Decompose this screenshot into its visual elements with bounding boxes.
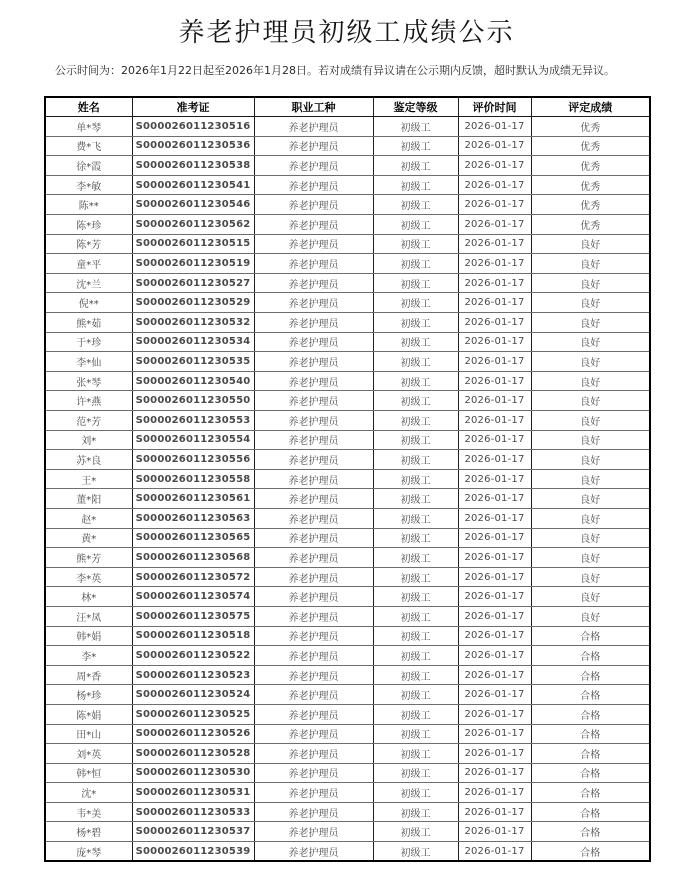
cell-level: 初级工: [373, 450, 458, 470]
table-row: [45, 763, 650, 783]
table-row: [45, 175, 650, 195]
cell-eval-date: 2026-01-17: [458, 293, 531, 313]
cell-eval-date: 2026-01-17: [458, 763, 531, 783]
table-row: [45, 704, 650, 724]
cell-name: 于*珍: [45, 332, 132, 352]
notice-text: 公示时间为：2026年1月22日起至2026年1月28日。若对成绩有异议请在公示期内反馈，超时默认为成绩无异议。: [55, 64, 615, 77]
cell-level: 初级工: [373, 371, 458, 391]
cell-exam-id: S000026011230536: [132, 136, 254, 156]
cell-exam-id: S000026011230556: [132, 450, 254, 470]
cell-grade: 良好: [531, 489, 650, 509]
cell-occupation: 养老护理员: [254, 744, 373, 764]
table-row: [45, 724, 650, 744]
cell-exam-id: S000026011230558: [132, 469, 254, 489]
cell-name: 周*香: [45, 665, 132, 685]
cell-occupation: 养老护理员: [254, 685, 373, 705]
cell-occupation: 养老护理员: [254, 724, 373, 744]
cell-name: 李*英: [45, 567, 132, 587]
cell-name: 汪*凤: [45, 606, 132, 626]
cell-occupation: 养老护理员: [254, 352, 373, 372]
cell-occupation: 养老护理员: [254, 508, 373, 528]
cell-occupation: 养老护理员: [254, 156, 373, 176]
cell-name: 徐*霞: [45, 156, 132, 176]
cell-eval-date: 2026-01-17: [458, 273, 531, 293]
cell-eval-date: 2026-01-17: [458, 313, 531, 333]
table-row: [45, 293, 650, 313]
cell-occupation: 养老护理员: [254, 234, 373, 254]
table-body: [45, 117, 650, 862]
cell-eval-date: 2026-01-17: [458, 842, 531, 862]
cell-eval-date: 2026-01-17: [458, 371, 531, 391]
cell-name: 熊*芳: [45, 548, 132, 568]
cell-name: 童*平: [45, 254, 132, 274]
cell-name: 沈*: [45, 783, 132, 803]
cell-name: 杨*珍: [45, 685, 132, 705]
cell-grade: 良好: [531, 528, 650, 548]
column-header: 准考证: [132, 97, 254, 117]
cell-name: 陈*芳: [45, 234, 132, 254]
cell-level: 初级工: [373, 254, 458, 274]
cell-exam-id: S000026011230562: [132, 215, 254, 235]
cell-occupation: 养老护理员: [254, 489, 373, 509]
cell-exam-id: S000026011230538: [132, 156, 254, 176]
cell-grade: 良好: [531, 371, 650, 391]
cell-exam-id: S000026011230522: [132, 646, 254, 666]
table-row: [45, 411, 650, 431]
table-row: [45, 215, 650, 235]
cell-exam-id: S000026011230518: [132, 626, 254, 646]
table-row: [45, 273, 650, 293]
cell-exam-id: S000026011230532: [132, 313, 254, 333]
cell-grade: 优秀: [531, 156, 650, 176]
cell-level: 初级工: [373, 469, 458, 489]
cell-exam-id: S000026011230516: [132, 117, 254, 137]
cell-grade: 合格: [531, 724, 650, 744]
table-row: [45, 528, 650, 548]
table-row: [45, 665, 650, 685]
cell-eval-date: 2026-01-17: [458, 391, 531, 411]
cell-grade: 合格: [531, 665, 650, 685]
cell-level: 初级工: [373, 391, 458, 411]
cell-level: 初级工: [373, 430, 458, 450]
cell-level: 初级工: [373, 724, 458, 744]
cell-level: 初级工: [373, 117, 458, 137]
cell-eval-date: 2026-01-17: [458, 195, 531, 215]
cell-name: 李*仙: [45, 352, 132, 372]
cell-grade: 优秀: [531, 136, 650, 156]
cell-exam-id: S000026011230541: [132, 175, 254, 195]
cell-eval-date: 2026-01-17: [458, 744, 531, 764]
cell-grade: 合格: [531, 783, 650, 803]
cell-name: 庞*琴: [45, 842, 132, 862]
table-row: [45, 156, 650, 176]
cell-grade: 良好: [531, 587, 650, 607]
cell-grade: 良好: [531, 411, 650, 431]
cell-occupation: 养老护理员: [254, 567, 373, 587]
cell-exam-id: S000026011230546: [132, 195, 254, 215]
cell-exam-id: S000026011230568: [132, 548, 254, 568]
cell-grade: 合格: [531, 626, 650, 646]
cell-level: 初级工: [373, 215, 458, 235]
cell-name: 李*: [45, 646, 132, 666]
cell-level: 初级工: [373, 685, 458, 705]
cell-occupation: 养老护理员: [254, 273, 373, 293]
cell-grade: 优秀: [531, 195, 650, 215]
cell-name: 黄*: [45, 528, 132, 548]
cell-level: 初级工: [373, 704, 458, 724]
cell-occupation: 养老护理员: [254, 313, 373, 333]
cell-occupation: 养老护理员: [254, 783, 373, 803]
cell-eval-date: 2026-01-17: [458, 508, 531, 528]
cell-eval-date: 2026-01-17: [458, 783, 531, 803]
cell-eval-date: 2026-01-17: [458, 606, 531, 626]
cell-occupation: 养老护理员: [254, 528, 373, 548]
cell-exam-id: S000026011230539: [132, 842, 254, 862]
cell-exam-id: S000026011230575: [132, 606, 254, 626]
cell-name: 刘*英: [45, 744, 132, 764]
table-row: [45, 822, 650, 842]
cell-occupation: 养老护理员: [254, 548, 373, 568]
cell-occupation: 养老护理员: [254, 587, 373, 607]
table-row: [45, 313, 650, 333]
table-row: [45, 567, 650, 587]
cell-eval-date: 2026-01-17: [458, 724, 531, 744]
cell-name: 韩*恒: [45, 763, 132, 783]
cell-exam-id: S000026011230515: [132, 234, 254, 254]
cell-occupation: 养老护理员: [254, 175, 373, 195]
cell-occupation: 养老护理员: [254, 391, 373, 411]
table-row: [45, 450, 650, 470]
cell-occupation: 养老护理员: [254, 626, 373, 646]
cell-level: 初级工: [373, 646, 458, 666]
cell-level: 初级工: [373, 136, 458, 156]
cell-occupation: 养老护理员: [254, 763, 373, 783]
cell-name: 刘*: [45, 430, 132, 450]
cell-eval-date: 2026-01-17: [458, 156, 531, 176]
cell-occupation: 养老护理员: [254, 371, 373, 391]
column-header: 鉴定等级: [373, 97, 458, 117]
cell-eval-date: 2026-01-17: [458, 802, 531, 822]
cell-name: 田*山: [45, 724, 132, 744]
cell-level: 初级工: [373, 195, 458, 215]
table-row: [45, 469, 650, 489]
cell-eval-date: 2026-01-17: [458, 332, 531, 352]
column-header: 评定成绩: [531, 97, 650, 117]
cell-exam-id: S000026011230563: [132, 508, 254, 528]
cell-eval-date: 2026-01-17: [458, 117, 531, 137]
results-table: [44, 96, 651, 862]
cell-level: 初级工: [373, 783, 458, 803]
cell-level: 初级工: [373, 842, 458, 862]
cell-level: 初级工: [373, 489, 458, 509]
table-row: [45, 332, 650, 352]
cell-exam-id: S000026011230531: [132, 783, 254, 803]
cell-occupation: 养老护理员: [254, 822, 373, 842]
cell-level: 初级工: [373, 567, 458, 587]
table-row: [45, 744, 650, 764]
cell-level: 初级工: [373, 626, 458, 646]
table-row: [45, 195, 650, 215]
cell-name: 韩*娟: [45, 626, 132, 646]
cell-occupation: 养老护理员: [254, 842, 373, 862]
cell-eval-date: 2026-01-17: [458, 136, 531, 156]
cell-grade: 良好: [531, 254, 650, 274]
cell-eval-date: 2026-01-17: [458, 646, 531, 666]
cell-name: 王*: [45, 469, 132, 489]
cell-name: 张*琴: [45, 371, 132, 391]
table-row: [45, 606, 650, 626]
cell-grade: 合格: [531, 842, 650, 862]
cell-name: 李*敏: [45, 175, 132, 195]
cell-occupation: 养老护理员: [254, 646, 373, 666]
cell-grade: 良好: [531, 332, 650, 352]
cell-occupation: 养老护理员: [254, 469, 373, 489]
cell-occupation: 养老护理员: [254, 136, 373, 156]
cell-level: 初级工: [373, 234, 458, 254]
table-row: [45, 117, 650, 137]
cell-eval-date: 2026-01-17: [458, 548, 531, 568]
cell-grade: 合格: [531, 763, 650, 783]
column-header: 姓名: [45, 97, 132, 117]
table-row: [45, 842, 650, 862]
cell-occupation: 养老护理员: [254, 802, 373, 822]
cell-grade: 良好: [531, 508, 650, 528]
table-row: [45, 587, 650, 607]
cell-exam-id: S000026011230526: [132, 724, 254, 744]
cell-exam-id: S000026011230528: [132, 744, 254, 764]
cell-eval-date: 2026-01-17: [458, 626, 531, 646]
column-header: 职业工种: [254, 97, 373, 117]
cell-name: 倪**: [45, 293, 132, 313]
table-row: [45, 352, 650, 372]
cell-occupation: 养老护理员: [254, 450, 373, 470]
table-row: [45, 646, 650, 666]
column-header: 评价时间: [458, 97, 531, 117]
cell-exam-id: S000026011230537: [132, 822, 254, 842]
cell-level: 初级工: [373, 411, 458, 431]
cell-level: 初级工: [373, 313, 458, 333]
cell-level: 初级工: [373, 606, 458, 626]
cell-exam-id: S000026011230519: [132, 254, 254, 274]
cell-name: 陈*珍: [45, 215, 132, 235]
cell-level: 初级工: [373, 332, 458, 352]
cell-occupation: 养老护理员: [254, 254, 373, 274]
cell-level: 初级工: [373, 508, 458, 528]
table-row: [45, 234, 650, 254]
cell-eval-date: 2026-01-17: [458, 175, 531, 195]
cell-exam-id: S000026011230523: [132, 665, 254, 685]
cell-exam-id: S000026011230565: [132, 528, 254, 548]
cell-level: 初级工: [373, 744, 458, 764]
cell-occupation: 养老护理员: [254, 195, 373, 215]
cell-occupation: 养老护理员: [254, 430, 373, 450]
cell-eval-date: 2026-01-17: [458, 685, 531, 705]
table-row: [45, 685, 650, 705]
cell-name: 苏*良: [45, 450, 132, 470]
cell-exam-id: S000026011230572: [132, 567, 254, 587]
header-row: [45, 97, 650, 117]
cell-grade: 良好: [531, 234, 650, 254]
cell-level: 初级工: [373, 528, 458, 548]
cell-name: 许*燕: [45, 391, 132, 411]
cell-occupation: 养老护理员: [254, 332, 373, 352]
cell-eval-date: 2026-01-17: [458, 411, 531, 431]
table-row: [45, 254, 650, 274]
cell-level: 初级工: [373, 175, 458, 195]
table-row: [45, 626, 650, 646]
table-header: [45, 97, 650, 117]
cell-eval-date: 2026-01-17: [458, 665, 531, 685]
cell-level: 初级工: [373, 802, 458, 822]
cell-exam-id: S000026011230527: [132, 273, 254, 293]
cell-exam-id: S000026011230530: [132, 763, 254, 783]
cell-level: 初级工: [373, 293, 458, 313]
cell-name: 董*阳: [45, 489, 132, 509]
cell-exam-id: S000026011230553: [132, 411, 254, 431]
cell-occupation: 养老护理员: [254, 117, 373, 137]
page-title: 养老护理员初级工成绩公示: [178, 18, 515, 48]
cell-grade: 良好: [531, 469, 650, 489]
cell-exam-id: S000026011230540: [132, 371, 254, 391]
cell-occupation: 养老护理员: [254, 411, 373, 431]
cell-grade: 合格: [531, 822, 650, 842]
cell-name: 杨*碧: [45, 822, 132, 842]
table-row: [45, 548, 650, 568]
cell-grade: 优秀: [531, 215, 650, 235]
cell-exam-id: S000026011230529: [132, 293, 254, 313]
cell-grade: 良好: [531, 352, 650, 372]
cell-exam-id: S000026011230534: [132, 332, 254, 352]
cell-eval-date: 2026-01-17: [458, 704, 531, 724]
cell-name: 沈*兰: [45, 273, 132, 293]
cell-eval-date: 2026-01-17: [458, 489, 531, 509]
cell-name: 范*芳: [45, 411, 132, 431]
cell-grade: 合格: [531, 704, 650, 724]
cell-name: 韦*美: [45, 802, 132, 822]
cell-exam-id: S000026011230550: [132, 391, 254, 411]
cell-eval-date: 2026-01-17: [458, 587, 531, 607]
cell-grade: 优秀: [531, 175, 650, 195]
table-row: [45, 136, 650, 156]
cell-grade: 良好: [531, 606, 650, 626]
cell-grade: 合格: [531, 646, 650, 666]
cell-eval-date: 2026-01-17: [458, 822, 531, 842]
table-row: [45, 489, 650, 509]
cell-level: 初级工: [373, 665, 458, 685]
cell-grade: 良好: [531, 430, 650, 450]
cell-exam-id: S000026011230525: [132, 704, 254, 724]
cell-grade: 优秀: [531, 117, 650, 137]
cell-eval-date: 2026-01-17: [458, 469, 531, 489]
table-row: [45, 802, 650, 822]
cell-eval-date: 2026-01-17: [458, 567, 531, 587]
cell-name: 陈**: [45, 195, 132, 215]
cell-grade: 良好: [531, 548, 650, 568]
cell-grade: 良好: [531, 273, 650, 293]
cell-level: 初级工: [373, 822, 458, 842]
cell-exam-id: S000026011230533: [132, 802, 254, 822]
cell-eval-date: 2026-01-17: [458, 450, 531, 470]
cell-occupation: 养老护理员: [254, 293, 373, 313]
cell-level: 初级工: [373, 548, 458, 568]
table-row: [45, 391, 650, 411]
table-row: [45, 783, 650, 803]
cell-grade: 良好: [531, 450, 650, 470]
cell-level: 初级工: [373, 352, 458, 372]
cell-exam-id: S000026011230524: [132, 685, 254, 705]
cell-grade: 良好: [531, 313, 650, 333]
table-row: [45, 508, 650, 528]
cell-occupation: 养老护理员: [254, 704, 373, 724]
cell-grade: 合格: [531, 744, 650, 764]
cell-occupation: 养老护理员: [254, 215, 373, 235]
cell-eval-date: 2026-01-17: [458, 234, 531, 254]
cell-level: 初级工: [373, 273, 458, 293]
cell-name: 熊*茹: [45, 313, 132, 333]
cell-grade: 良好: [531, 567, 650, 587]
cell-grade: 合格: [531, 802, 650, 822]
table-row: [45, 430, 650, 450]
cell-occupation: 养老护理员: [254, 665, 373, 685]
cell-eval-date: 2026-01-17: [458, 430, 531, 450]
table-row: [45, 371, 650, 391]
cell-name: 单*琴: [45, 117, 132, 137]
cell-name: 费*飞: [45, 136, 132, 156]
cell-eval-date: 2026-01-17: [458, 352, 531, 372]
cell-grade: 合格: [531, 685, 650, 705]
cell-level: 初级工: [373, 156, 458, 176]
cell-eval-date: 2026-01-17: [458, 528, 531, 548]
cell-grade: 良好: [531, 293, 650, 313]
cell-name: 陈*娟: [45, 704, 132, 724]
cell-occupation: 养老护理员: [254, 606, 373, 626]
cell-exam-id: S000026011230535: [132, 352, 254, 372]
cell-exam-id: S000026011230554: [132, 430, 254, 450]
cell-exam-id: S000026011230574: [132, 587, 254, 607]
cell-eval-date: 2026-01-17: [458, 215, 531, 235]
cell-eval-date: 2026-01-17: [458, 254, 531, 274]
cell-grade: 良好: [531, 391, 650, 411]
cell-exam-id: S000026011230561: [132, 489, 254, 509]
cell-level: 初级工: [373, 763, 458, 783]
cell-name: 林*: [45, 587, 132, 607]
cell-level: 初级工: [373, 587, 458, 607]
cell-name: 赵*: [45, 508, 132, 528]
